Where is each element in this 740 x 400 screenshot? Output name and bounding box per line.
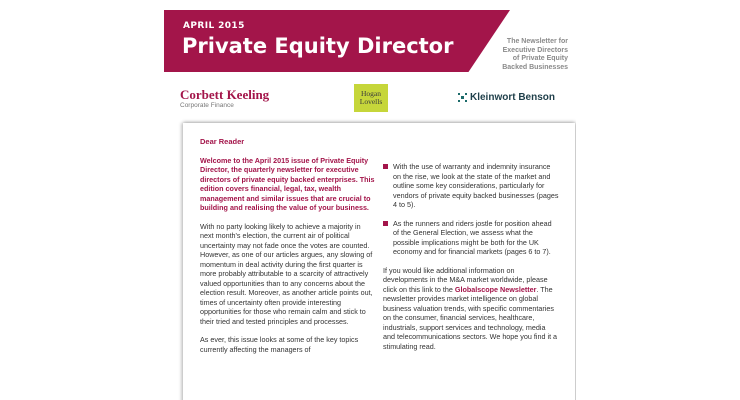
tagline-line: of Private Equity (512, 55, 568, 62)
body-paragraph: As ever, this issue looks at some of the key topics currently affecting the managers of (200, 335, 359, 354)
newsletter-tagline (478, 38, 568, 72)
masthead-banner (164, 10, 576, 74)
hogan-lovells-logo (354, 84, 388, 112)
editor-letter (183, 123, 575, 400)
sponsor-logos (164, 82, 576, 120)
newsletter-title: Private Equity Director (182, 34, 454, 58)
tagline-line: Backed Businesses (502, 63, 568, 71)
letter-right-column (383, 162, 559, 360)
body-paragraph: With no party looking likely to achieve a majority in next month's election, the current air of political uncertainty may not fade once the votes are counted. However, as one of our articles argues, any slowing of momentum in deal activity during the first quarter is more probably attributable to a scarcity of attractively valued opportunities than to any concerns about the election result. Moreover, as another article points out, times of uncertainty often provide interesting opportunities for those who remain calm and stick to their tried and tested principles and processes. (200, 221, 373, 326)
newsletter-page (164, 10, 576, 400)
kleinwort-benson-logo (458, 92, 555, 103)
bullet-text: With the use of warranty and indemnity insurance on the rise, we look at the state of the market and outline some key considerations, particularly for vendors of private equity backed businesses (pages 4 to 5). (393, 162, 559, 209)
salutation: Dear Reader (200, 137, 245, 146)
closing-paragraph (383, 266, 559, 352)
tagline-line: The Newsletter for (506, 38, 568, 45)
bullet-square-icon (383, 221, 388, 226)
globalscope-newsletter-link[interactable]: Globalscope Newsletter (454, 284, 537, 294)
bullet-item (383, 219, 559, 257)
tagline-line: Executive Directors (502, 46, 568, 54)
intro-paragraph: Welcome to the April 2015 issue of Private Equity Director, the quarterly newsletter for executive directors of private equity backed enterprises. This edition covers financial, legal, tax, wealth management and similar issues that are crucial to building and realising the value of your business. (200, 155, 375, 212)
hogan-lovells-line2: Lovells (359, 97, 383, 106)
bullet-square-icon (383, 164, 388, 169)
kleinwort-benson-name: Kleinwort Benson (470, 92, 556, 103)
letter-left-column (200, 137, 376, 363)
bullet-item (383, 162, 559, 210)
bullet-text: As the runners and riders jostle for position ahead of the General Election, we assess what the possible implications might be both for the UK economy and for financial markets (pages 6 to 7). (393, 218, 552, 256)
corbett-keeling-name: Corbett Keeling (180, 87, 270, 102)
hogan-lovells-line1: Hogan (361, 89, 381, 98)
kleinwort-benson-mark-icon (458, 93, 467, 102)
corbett-keeling-subtitle: Corporate Finance (180, 102, 234, 109)
closing-text: If you would like additional information on developments in the M&A market worldwide, please click on this link to the (383, 265, 548, 294)
corbett-keeling-logo (180, 88, 269, 110)
closing-text-end: . The newsletter provides market intelligence on global business valuation trends, with specific commentaries on the consumer, financial services, healthcare, industrials, support services and technology, media and telecommunications sectors. We hope you find it a stimulating read. (383, 284, 558, 351)
issue-date: APRIL 2015 (183, 21, 245, 31)
